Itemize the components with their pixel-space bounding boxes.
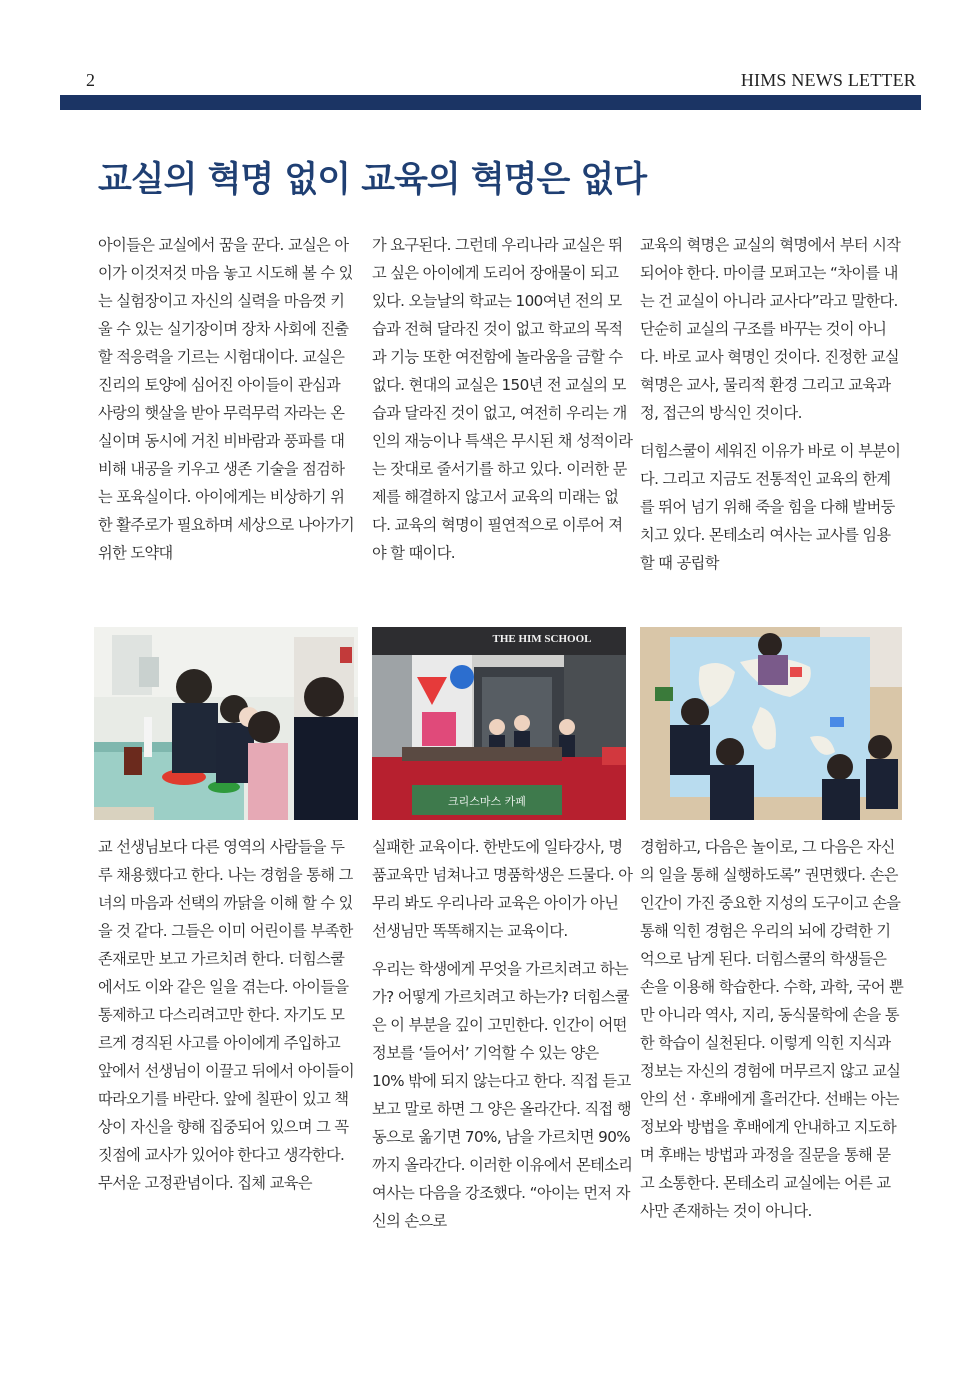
top-column-1 <box>98 231 356 567</box>
newsletter-title: HIMS NEWS LETTER <box>740 70 916 90</box>
header-bar <box>60 95 921 110</box>
paragraph: 아이들은 교실에서 꿈을 꾼다. 교실은 아이가 이것저것 마음 놓고 시도해 볼 수 있는 실험장이고 자신의 실력을 마음껏 키울 수 있는 실기장이며 장차 사회에 진출할 적응력을 기르는 시험대이다. 교실은 진리의 토양에 심어진 아이들이 관심과 사랑의 햇살을 받아 무럭무럭 자라는 온실이며 동시에 거친 비바람과 풍파를 대비해 내공을 키우고 생존 기술을 점검하는 포육실이다. 아이에게는 비상하기 위한 활주로가 필요하며 세상으로 나아가기 위한 도약대 <box>98 236 355 562</box>
paragraph: 교 선생님보다 다른 영역의 사람들을 두루 채용했다고 한다. 나는 경험을 통해 그녀의 마음과 선택의 까닭을 이해 할 수 있을 것 같다. 그들은 이미 어린이를 부족한 존재로만 보고 가르치려 한다. 더힘스쿨에서도 이와 같은 일을 겪는다. 아이들을 통제하고 다스리려고만 한다. 자기도 모르게 경직된 사고를 아이에게 주입하고 앞에서 선생님이 이끌고 뒤에서 아이들이 따라오기를 바란다. 앞에 칠판이 있고 책상이 자신을 향해 집중되어 있으며 그 꼭짓점에 교사가 있어야 한다고 생각한다. 무서운 고정관념이다. 집체 교육은 <box>98 838 355 1192</box>
paragraph: 실패한 교육이다. 한반도에 일타강사, 명품교육만 넘쳐나고 명품학생은 드물다. 아무리 봐도 우리나라 교육은 아이가 아닌 선생님만 똑똑해지는 교육이다. <box>372 838 633 940</box>
photo-world-map-activity <box>640 627 902 820</box>
bottom-column-3 <box>640 833 904 1225</box>
paragraph: 우리는 학생에게 무엇을 가르치려고 하는가? 어떻게 가르치려고 하는가? 더힘스쿨은 이 부분을 깊이 고민한다. 인간이 어떤 정보를 ‘들어서’ 기억할 수 있는 양은 10% 밖에 되지 않는다고 한다. 직접 듣고 보고 말로 하면 그 양은 올라간다. 직접 행동으로 옮기면 70%, 남을 가르치면 90%까지 올라간다. 이러한 이유에서 몬테소리 여사는 다음을 강조했다. “아이는 먼저 자신의 손으로 <box>372 960 633 1230</box>
top-column-3 <box>640 231 904 577</box>
cafe-banner: 크리스마스 카페 <box>448 795 526 808</box>
paragraph: 가 요구된다. 그런데 우리나라 교실은 뛰고 싶은 아이에게 도리어 장애물이 되고 있다. 오늘날의 학교는 100여년 전의 모습과 전혀 달라진 것이 없고 학교의 목적과 기능 또한 여전함에 놀라움을 금할 수 없다. 현대의 교실은 150년 전 교실의 모습과 달라진 것이 없고, 여전히 우리는 개인의 재능이나 특색은 무시된 채 성적이라는 잣대로 줄서기를 하고 있다. 이러한 문제를 해결하지 않고서 교육의 미래는 없다. 교육의 혁명이 필연적으로 이루어 져야 할 때이다. <box>372 236 633 562</box>
school-sign: THE HIM SCHOOL <box>492 633 592 645</box>
page-number: 2 <box>86 70 95 90</box>
photo-christmas-cafe <box>372 627 626 820</box>
top-column-2 <box>372 231 634 567</box>
paragraph: 더힘스쿨이 세워진 이유가 바로 이 부분이다. 그리고 지금도 전통적인 교육의 한계를 뛰어 넘기 위해 죽을 힘을 다해 발버둥 치고 있다. 몬테소리 여사는 교사를 임용할 때 공립학 <box>640 442 901 572</box>
photo-science-experiment <box>94 627 358 820</box>
map-photo-image <box>640 627 902 820</box>
science-photo-image <box>94 627 358 820</box>
bottom-column-1 <box>98 833 356 1197</box>
paragraph: 경험하고, 다음은 놀이로, 그 다음은 자신의 일을 통해 실행하도록” 권면했다. 손은 인간이 가진 중요한 지성의 도구이고 손을 통해 익힌 경험은 우리의 뇌에 강력한 기억으로 남게 된다. 더힘스쿨의 학생들은 손을 이용해 학습한다. 수학, 과학, 국어 뿐만 아니라 역사, 지리, 동식물학에 손을 통한 학습이 실천된다. 이렇게 익힌 지식과 정보는 자신의 경험에 머무르지 않고 교실 안의 선 · 후배에게 흘러간다. 선배는 아는 정보와 방법을 후배에게 안내하고 지도하며 후배는 방법과 과정을 질문을 통해 묻고 소통한다. 몬테소리 교실에는 어른 교사만 존재하는 것이 아니다. <box>640 838 904 1220</box>
paragraph: 교육의 혁명은 교실의 혁명에서 부터 시작되어야 한다. 마이클 모퍼고는 “차이를 내는 건 교실이 아니라 교사다”라고 말한다. 단순히 교실의 구조를 바꾸는 것이 아니다. 바로 교사 혁명인 것이다. 진정한 교실 혁명은 교사, 물리적 환경 그리고 교육과정, 접근의 방식인 것이다. <box>640 236 901 422</box>
bottom-column-2 <box>372 833 634 1235</box>
cafe-photo-image <box>372 627 626 820</box>
headline: 교실의 혁명 없이 교육의 혁명은 없다 <box>98 160 647 200</box>
